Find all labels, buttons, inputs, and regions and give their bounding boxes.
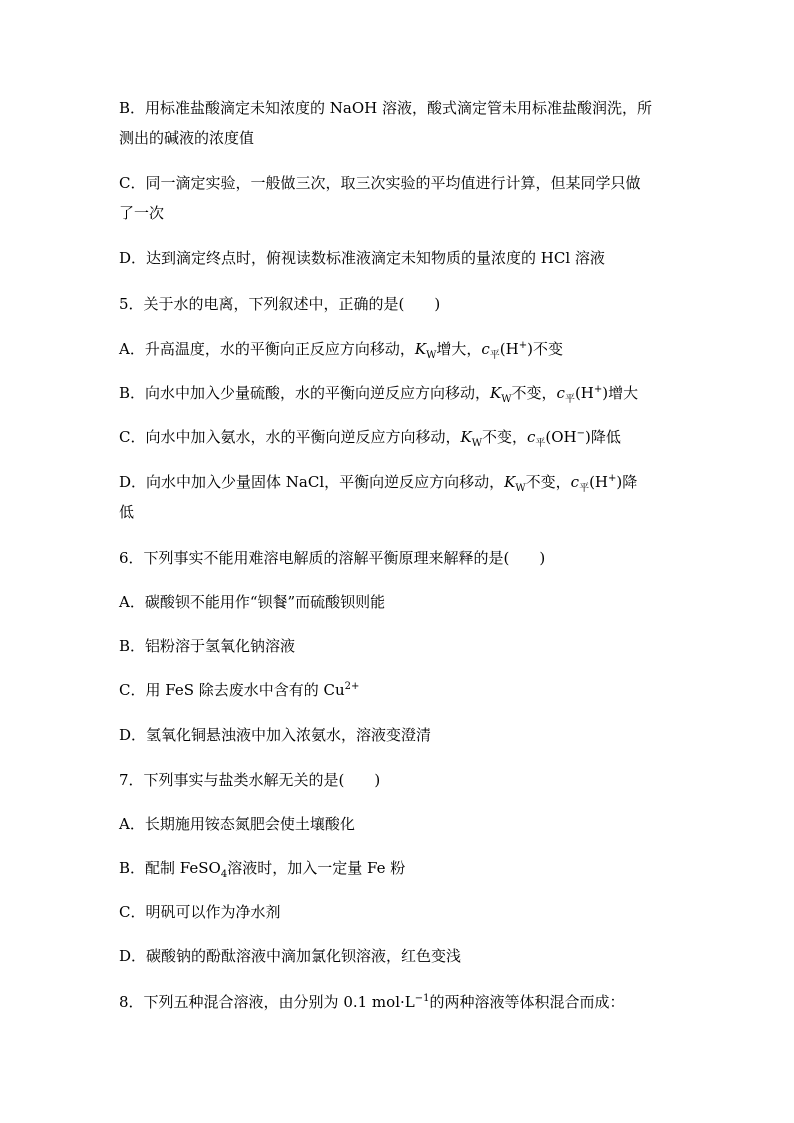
plus-sup: +: [608, 473, 617, 484]
q5c-end: )降低: [585, 428, 621, 446]
q7-option-c: C．明矾可以作为净水剂: [119, 903, 281, 921]
q5-option-d-line-1: [119, 472, 679, 492]
kw-symbol: K: [460, 428, 472, 446]
c-symbol: c: [570, 473, 580, 491]
cu-charge: 2+: [344, 681, 360, 692]
q7b-text: B．配制 FeSO: [119, 859, 221, 877]
option-c-line-2: 了一次: [119, 204, 165, 222]
q6-option-c: [119, 680, 679, 700]
kw-symbol: K: [414, 340, 427, 358]
ping-subscript: 平: [579, 483, 590, 494]
plus-sup: +: [593, 384, 603, 395]
q5b-end: )增大: [602, 384, 639, 402]
option-d-line: D．达到滴定终点时，俯视读数标准液滴定未知物质的量浓度的 HCl 溶液: [119, 249, 605, 267]
q5a-mid: 增大，: [436, 340, 482, 358]
question-7-stem: 7．下列事实与盐类水解无关的是( ): [119, 771, 381, 789]
minus-sup: −: [576, 428, 586, 439]
option-b-line-1: B．用标准盐酸滴定未知浓度的 NaOH 溶液，酸式滴定管未用标准盐酸润洗，所: [119, 99, 653, 117]
so4-subscript: 4: [220, 869, 228, 880]
q7-option-d: D．碳酸钠的酚酞溶液中滴加氯化钡溶液，红色变浅: [119, 947, 462, 965]
q5d-mid: 不变，: [525, 473, 571, 491]
oh-ion: (OH: [545, 428, 577, 446]
q5c-text: C．向水中加入氨水，水的平衡向逆反应方向移动，: [119, 428, 461, 446]
c-symbol: c: [481, 340, 490, 358]
q7-option-b: [119, 858, 679, 878]
q8-end: 的两种溶液等体积混合而成：: [429, 993, 625, 1011]
q8-text: 8．下列五种混合溶液，由分别为 0.1 mol·L: [119, 993, 415, 1011]
q5-option-d-line-2: 低: [119, 503, 135, 521]
q5b-text: B．向水中加入少量硫酸，水的平衡向逆反应方向移动，: [119, 384, 491, 402]
plus-sup: +: [518, 340, 528, 351]
l-exponent: −1: [414, 993, 430, 1004]
question-6-stem: 6．下列事实不能用难溶电解质的溶解平衡原理来解释的是( ): [119, 549, 546, 567]
kw-subscript: W: [515, 483, 526, 494]
q5a-text: A．升高温度，水的平衡向正反应方向移动，: [119, 340, 415, 358]
h-ion: (H: [574, 384, 594, 402]
q6-option-d: D．氢氧化铜悬浊液中加入浓氨水，溶液变澄清: [119, 726, 432, 744]
h-ion: (H: [499, 340, 519, 358]
kw-subscript: W: [501, 394, 512, 405]
q7-option-a: A．长期施用铵态氮肥会使土壤酸化: [119, 815, 355, 833]
option-b-line-2: 测出的碱液的浓度值: [119, 129, 255, 147]
q5-option-c: [119, 427, 679, 447]
h-ion: (H: [589, 473, 608, 491]
q5b-mid: 不变，: [511, 384, 557, 402]
question-8-stem: [119, 992, 679, 1012]
ping-subscript: 平: [564, 394, 575, 405]
question-5-stem: 5．关于水的电离，下列叙述中，正确的是( ): [119, 295, 441, 313]
kw-symbol: K: [504, 473, 516, 491]
q5-option-b: [119, 383, 679, 403]
q5-option-a: [119, 339, 679, 359]
q5a-end: )不变: [527, 340, 563, 358]
q6-option-b: B．铝粉溶于氢氧化钠溶液: [119, 637, 296, 655]
q6-option-a: A．碳酸钡不能用作“钡餐”而硫酸钡则能: [119, 593, 386, 611]
ping-subscript: 平: [489, 350, 500, 361]
q7b-end: 溶液时，加入一定量 Fe 粉: [227, 859, 406, 877]
kw-subscript: W: [471, 438, 482, 449]
ping-subscript: 平: [535, 438, 546, 449]
kw-subscript: W: [426, 350, 437, 361]
q5d-end: )降: [616, 473, 638, 491]
q6c-text: C．用 FeS 除去废水中含有的 Cu: [119, 681, 345, 699]
c-symbol: c: [556, 384, 565, 402]
option-c-line-1: C．同一滴定实验，一般做三次，取三次实验的平均值进行计算，但某同学只做: [119, 174, 641, 192]
q5c-mid: 不变，: [481, 428, 527, 446]
q5d-text: D．向水中加入少量固体 NaCl，平衡向逆反应方向移动，: [119, 473, 505, 491]
kw-symbol: K: [490, 384, 502, 402]
c-symbol: c: [527, 428, 536, 446]
